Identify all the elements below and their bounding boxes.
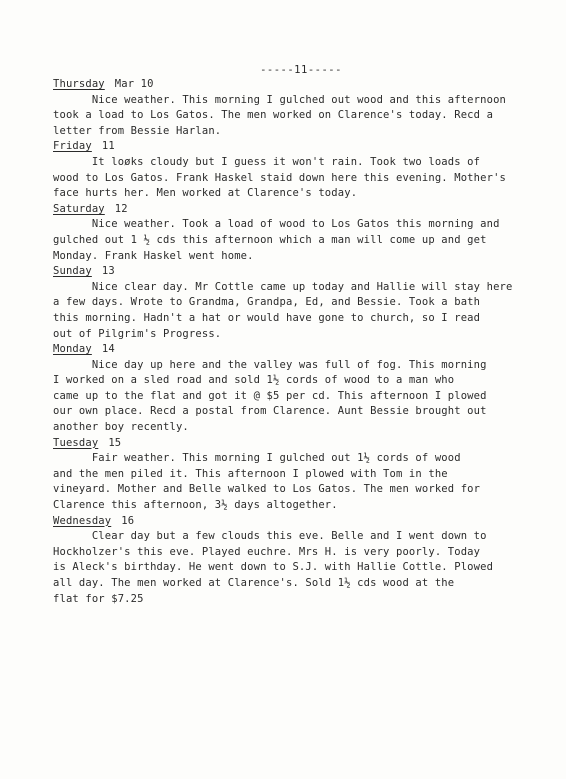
diary-entries <box>53 77 553 607</box>
entry-date: 11 <box>101 140 115 153</box>
diary-entry <box>53 202 553 264</box>
entry-day: Tuesday <box>53 436 99 449</box>
entry-day: Saturday <box>53 202 105 215</box>
entry-text-line: I worked on a sled road and sold 1½ cords of wood to a man who <box>53 374 455 387</box>
entry-day: Wednesday <box>53 514 112 527</box>
entry-heading <box>53 264 553 280</box>
entry-text-line: face hurts her. Men worked at Clarence's today. <box>53 187 358 200</box>
entry-text-line: and the men piled it. This afternoon I plowed with Tom in the <box>53 467 448 480</box>
entry-text-line: vineyard. Mother and Belle walked to Los Gatos. The men worked for <box>53 483 481 496</box>
entry-text-line: Monday. Frank Haskel went home. <box>53 249 254 262</box>
entry-heading <box>53 514 553 530</box>
entry-text-line: It loøks cloudy but I guess it won't rain. Took two loads of <box>53 155 481 168</box>
entry-text-line: Clear day but a few clouds this eve. Belle and I went down to <box>53 530 487 543</box>
entry-text-line: Nice day up here and the valley was full of fog. This morning <box>53 358 487 371</box>
entry-heading <box>53 342 553 358</box>
diary-entry <box>53 514 553 608</box>
entry-date: 12 <box>114 202 128 215</box>
entry-text-line: flat for $7.25 <box>53 592 144 605</box>
entry-text-line: Nice clear day. Mr Cottle came up today and Hallie will stay here <box>53 280 513 293</box>
entry-heading <box>53 202 553 218</box>
entry-text-line: took a load to Los Gatos. The men worked on Clarence's today. Recd a <box>53 109 494 122</box>
entry-day: Friday <box>53 140 92 153</box>
entry-text-line: is Aleck's birthday. He went down to S.J. with Hallie Cottle. Plowed <box>53 561 494 574</box>
entry-text-line: came up to the flat and got it @ $5 per cd. This afternoon I plowed <box>53 389 487 402</box>
diary-entry <box>53 342 553 436</box>
entry-text-line: wood to Los Gatos. Frank Haskel staid down here this evening. Mother's <box>53 171 507 184</box>
entry-text-line: Hockholzer's this eve. Played euchre. Mrs H. is very poorly. Today <box>53 545 481 558</box>
entry-day: Sunday <box>53 265 92 278</box>
entry-text-line: all day. The men worked at Clarence's. Sold 1½ cds wood at the <box>53 577 455 589</box>
entry-text-line: a few days. Wrote to Grandma, Grandpa, Ed, and Bessie. Took a bath <box>53 296 481 309</box>
entry-text-line: our own place. Recd a postal from Clarence. Aunt Bessie brought out <box>53 405 487 418</box>
entry-text-line: Nice weather. Took a load of wood to Los Gatos this morning and <box>53 218 500 231</box>
entry-heading <box>53 77 553 93</box>
entry-text-line: gulched out 1 ½ cds this afternoon which a man will come up and get <box>53 233 487 246</box>
entry-heading <box>53 436 553 452</box>
entry-date: 14 <box>101 343 115 356</box>
diary-entry <box>53 264 553 342</box>
entry-date: 15 <box>108 436 122 449</box>
diary-entry <box>53 139 553 201</box>
diary-entry <box>53 436 553 514</box>
entry-date: 13 <box>101 265 115 278</box>
entry-text-line: letter from Bessie Harlan. <box>53 124 222 137</box>
page-number: -----11----- <box>260 64 342 76</box>
entry-text-line: Fair weather. This morning I gulched out 1½ cords of wood <box>53 452 461 465</box>
entry-date: Mar 10 <box>114 78 154 90</box>
diary-entry <box>53 77 553 139</box>
entry-text-line: out of Pilgrim's Progress. <box>53 327 222 340</box>
entry-text-line: Nice weather. This morning I gulched out wood and this afternoon <box>53 93 507 106</box>
entry-text-line: this morning. Hadn't a hat or would have gone to church, so I read <box>53 311 481 324</box>
entry-day: Monday <box>53 343 92 356</box>
entry-day: Thursday <box>53 78 105 90</box>
entry-text-line: Clarence this afternoon, 3½ days altogether. <box>53 499 338 512</box>
entry-date: 16 <box>121 514 135 527</box>
entry-heading <box>53 139 553 155</box>
entry-text-line: another boy recently. <box>53 421 189 434</box>
